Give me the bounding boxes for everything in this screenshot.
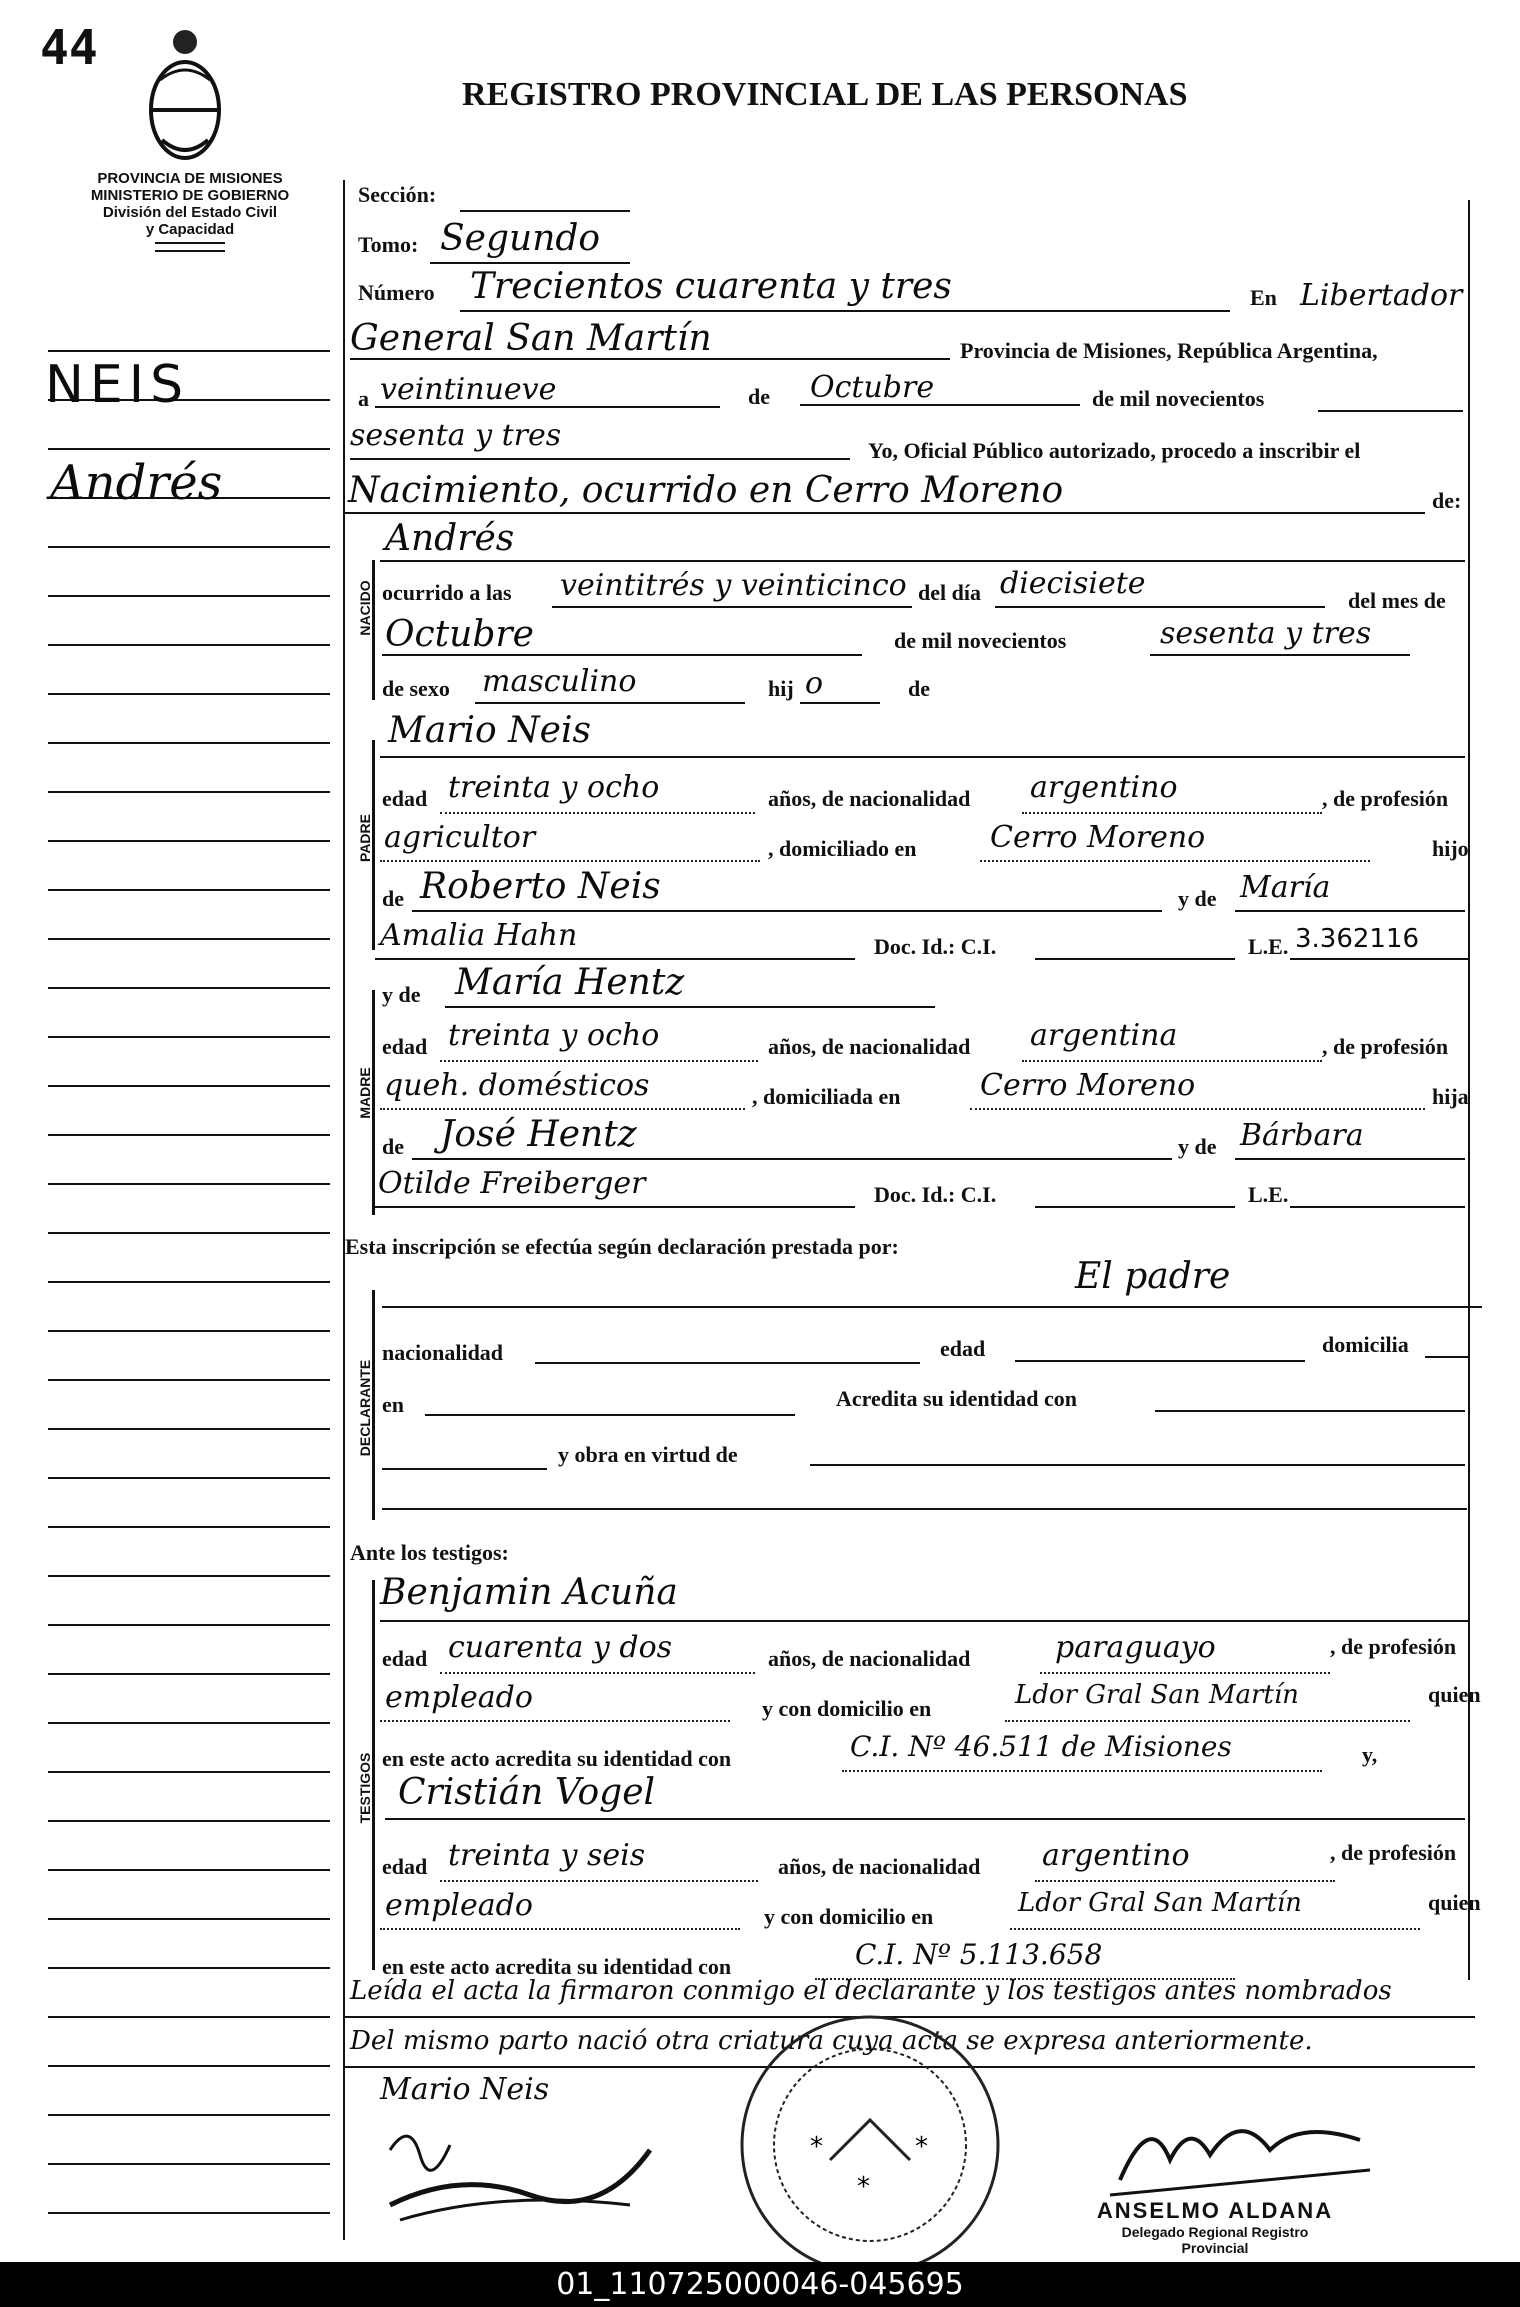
- padre-nac-label: años, de nacionalidad: [768, 786, 971, 811]
- t1-value: Benjamin Acuña: [380, 1572, 678, 1613]
- note-line-1: Leída el acta la firmaron conmigo el declarante y los testigos antes nombrados: [350, 1976, 1392, 2006]
- decl-dom-label: domicilia: [1322, 1332, 1409, 1357]
- madre-de-line: [412, 1158, 1172, 1160]
- de-label: de: [748, 384, 770, 409]
- t2-dom-label: y con domicilio en: [764, 1904, 934, 1929]
- margin-rule: [48, 1085, 330, 1087]
- nombre-line: [380, 560, 1465, 562]
- t2-quien-label: quien: [1428, 1890, 1481, 1915]
- divider: [155, 242, 225, 252]
- margin-rule: [48, 1428, 330, 1430]
- margin-rule: [48, 1820, 330, 1822]
- ante-testigos-label: Ante los testigos:: [350, 1540, 509, 1565]
- anio-value: sesenta y tres: [350, 418, 562, 453]
- madre-yde-value: Bárbara: [1240, 1118, 1364, 1153]
- madre-edad-value: treinta y ocho: [448, 1018, 660, 1053]
- coat-of-arms-icon: [140, 20, 230, 170]
- decl-edad-line: [1015, 1360, 1305, 1362]
- dia-nac-value: diecisiete: [1000, 566, 1146, 601]
- hij-value: o: [805, 666, 824, 701]
- t1-id-line: [842, 1770, 1322, 1772]
- numero-line: [460, 310, 1230, 312]
- signatures-witnesses-icon: [380, 2110, 710, 2240]
- padre-nac-value: argentino: [1030, 770, 1178, 805]
- margin-rule: [48, 840, 330, 842]
- padre-de-label: de: [382, 886, 404, 911]
- official-subtitle: Provincial: [1181, 2240, 1249, 2256]
- t1-acredita-label: en este acto acredita su identidad con: [382, 1746, 732, 1771]
- t1-nac-value: paraguayo: [1055, 1630, 1216, 1665]
- tomo-value: Segundo: [440, 218, 601, 259]
- madre-le-line: [1290, 1206, 1465, 1208]
- padre-value: Mario Neis: [388, 710, 591, 751]
- margin-rule: [48, 1673, 330, 1675]
- declarante-value: El padre: [1075, 1256, 1231, 1297]
- hij-label: hij: [768, 676, 794, 701]
- madre-value: María Hentz: [455, 962, 685, 1003]
- madre-dom-line: [970, 1108, 1425, 1110]
- t1-edad-label: edad: [382, 1646, 428, 1671]
- padre-le-line: [1290, 958, 1470, 960]
- t2-prof-label: , de profesión: [1330, 1840, 1457, 1865]
- margin-rule: [48, 1036, 330, 1038]
- margin-rule: [48, 1967, 330, 1969]
- padre-yde-label: y de: [1178, 886, 1217, 911]
- margin-rule: [48, 2016, 330, 2018]
- madre-prof-value: queh. domésticos: [384, 1068, 650, 1103]
- lugar2-line: [350, 358, 950, 360]
- issuer-line-1: PROVINCIA DE MISIONES: [97, 170, 283, 187]
- declarante-line: [382, 1306, 1482, 1308]
- left-border: [343, 180, 345, 2240]
- de-mil-label: de mil novecientos: [1092, 386, 1265, 411]
- madre-yde2-label: y de: [1178, 1134, 1217, 1159]
- issuer-line-4: y Capacidad: [145, 221, 235, 238]
- a-label: a: [358, 386, 369, 411]
- madre-le-label: L.E.: [1248, 1182, 1289, 1207]
- hora-line: [552, 606, 912, 608]
- padre-nac-line: [1022, 812, 1322, 814]
- margin-rule: [48, 2212, 330, 2214]
- margin-rule: [48, 350, 330, 352]
- margin-rule: [48, 742, 330, 744]
- margin-rule: [48, 1722, 330, 1724]
- t1-dom-value: Ldor Gral San Martín: [1015, 1680, 1299, 1710]
- testigos-label: TESTIGOS: [357, 1752, 373, 1824]
- margin-rule: [48, 1575, 330, 1577]
- margin-rule: [48, 1477, 330, 1479]
- dia-line: [375, 406, 720, 408]
- acto-line: [345, 512, 1425, 514]
- esta-inscripcion-label: Esta inscripción se efectúa según declaración prestada por:: [345, 1234, 899, 1259]
- margin-rule: [48, 938, 330, 940]
- margin-rule: [48, 889, 330, 891]
- madre-line: [445, 1006, 935, 1008]
- official-signature-icon: [1100, 2100, 1380, 2210]
- madre-yde-label: y de: [382, 982, 421, 1007]
- padre-doc-label: Doc. Id.: C.I.: [874, 934, 997, 959]
- margin-rule: [48, 1918, 330, 1920]
- padre-prof-value: agricultor: [384, 820, 536, 855]
- decl-obra-label: y obra en virtud de: [558, 1442, 738, 1467]
- decl-nac-label: nacionalidad: [382, 1340, 504, 1365]
- padre-de-line: [412, 910, 1162, 912]
- yo-oficial-label: Yo, Oficial Público autorizado, procedo a inscribir el: [868, 438, 1361, 463]
- mes-value: Octubre: [810, 370, 935, 405]
- t2-prof-line: [380, 1928, 740, 1930]
- padre-edad-label: edad: [382, 786, 428, 811]
- t2-nac-value: argentino: [1042, 1838, 1190, 1873]
- madre-doc-line: [1035, 1206, 1235, 1208]
- svg-text:*: *: [915, 2132, 928, 2162]
- margin-rule: [48, 1379, 330, 1381]
- t1-prof-line: [380, 1720, 730, 1722]
- t2-nac-label: años, de nacionalidad: [778, 1854, 981, 1879]
- padre-edad-value: treinta y ocho: [448, 770, 660, 805]
- t1-prof-label: , de profesión: [1330, 1634, 1457, 1659]
- t1-y-label: y,: [1362, 1742, 1378, 1767]
- anio-nac-value: sesenta y tres: [1160, 616, 1372, 651]
- page-title: REGISTRO PROVINCIAL DE LAS PERSONAS: [462, 76, 1188, 113]
- en-label: En: [1250, 285, 1277, 310]
- decl-acredita-label: Acredita su identidad con: [836, 1386, 1078, 1411]
- madre-prof-label: , de profesión: [1322, 1034, 1449, 1059]
- t1-edad-value: cuarenta y dos: [448, 1630, 673, 1665]
- madre-dom-label: , domiciliada en: [752, 1084, 901, 1109]
- padre-label: PADRE: [357, 814, 373, 862]
- margin-rule: [48, 1183, 330, 1185]
- margin-rule: [48, 1232, 330, 1234]
- del-dia-label: del día: [918, 580, 981, 605]
- padre-le-label: L.E.: [1248, 934, 1289, 959]
- issuer-line-3: División del Estado Civil: [102, 204, 278, 221]
- t1-nac-label: años, de nacionalidad: [768, 1646, 971, 1671]
- lugar1-value: Libertador: [1300, 278, 1463, 313]
- seccion-label: Sección:: [358, 182, 437, 207]
- madre-hija-label: hija: [1432, 1084, 1469, 1109]
- padre-yde-value: María: [1240, 870, 1331, 905]
- padre-hijo-label: hijo: [1432, 836, 1469, 861]
- de-mil2-label: de mil novecientos: [894, 628, 1067, 653]
- official-name: ANSELMO ALDANA: [1096, 2198, 1334, 2223]
- decl-obra-pre-line: [382, 1468, 547, 1470]
- margin-rule: [48, 2114, 330, 2116]
- margin-rule: [48, 1526, 330, 1528]
- t2-line: [385, 1818, 1465, 1820]
- t2-value: Cristián Vogel: [398, 1772, 656, 1813]
- ocurrido-label: ocurrido a las: [382, 580, 512, 605]
- decl-en-label: en: [382, 1392, 404, 1417]
- t2-edad-line: [440, 1880, 758, 1882]
- declarante-label: DECLARANTE: [357, 1359, 373, 1457]
- t2-acredita-label: en este acto acredita su identidad con: [382, 1954, 732, 1979]
- t2-nac-line: [1035, 1880, 1335, 1882]
- margin-rule: [48, 1134, 330, 1136]
- margin-rule: [48, 791, 330, 793]
- madre-label: MADRE: [357, 1067, 373, 1119]
- margin-rule: [48, 1281, 330, 1283]
- madre-dom-value: Cerro Moreno: [980, 1068, 1196, 1103]
- margin-rule: [48, 693, 330, 695]
- padre-dom-label: , domiciliado en: [768, 836, 917, 861]
- mes-nac-line: [382, 654, 862, 656]
- t2-dom-value: Ldor Gral San Martín: [1018, 1888, 1302, 1918]
- madre-edad-label: edad: [382, 1034, 428, 1059]
- del-mes-label: del mes de: [1348, 588, 1446, 613]
- hij-line: [800, 702, 880, 704]
- padre-prof-label: , de profesión: [1322, 786, 1449, 811]
- anio-line-end: [1318, 410, 1463, 412]
- signature-father-text: Mario Neis: [380, 2072, 550, 2107]
- t1-nac-line: [1040, 1672, 1330, 1674]
- issuer-line-2: MINISTERIO DE GOBIERNO: [90, 187, 290, 204]
- tomo-line: [430, 262, 630, 264]
- madre-doc-label: Doc. Id.: C.I.: [874, 1182, 997, 1207]
- madre-nac-label: años, de nacionalidad: [768, 1034, 971, 1059]
- official-title: Delegado Regional Registro: [1121, 2224, 1309, 2240]
- padre-madre2-value: Amalia Hahn: [380, 918, 578, 953]
- svg-text:*: *: [810, 2132, 823, 2162]
- padre-yde-line: [1235, 910, 1465, 912]
- folio-number: 44: [40, 20, 98, 76]
- margin-rule: [48, 1771, 330, 1773]
- margin-rule: [48, 2065, 330, 2067]
- sexo-line: [475, 702, 745, 704]
- decl-obra-line: [810, 1464, 1465, 1466]
- provincia-label: Provincia de Misiones, República Argentina,: [960, 338, 1378, 363]
- official-seal-icon: [735, 2010, 1005, 2280]
- t2-dom-line: [1010, 1928, 1420, 1930]
- decl-en-line: [425, 1414, 795, 1416]
- t1-dom-label: y con domicilio en: [762, 1696, 932, 1721]
- margin-rule: [48, 1869, 330, 1871]
- padre-le-value: 3.362116: [1295, 924, 1420, 954]
- t1-id-value: C.I. Nº 46.511 de Misiones: [850, 1730, 1232, 1763]
- padre-doc-line: [1035, 958, 1235, 960]
- dia-nac-line: [995, 606, 1325, 608]
- margin-surname: NEIS: [45, 355, 190, 415]
- t1-edad-line: [440, 1672, 755, 1674]
- margin-rule: [48, 1330, 330, 1332]
- margin-rule: [48, 2163, 330, 2165]
- margin-rule: [48, 595, 330, 597]
- margin-rule: [48, 644, 330, 646]
- official-block: [1045, 2198, 1385, 2256]
- padre-line: [380, 756, 1465, 758]
- svg-text:*: *: [857, 2172, 870, 2202]
- decl-acredita-line: [1155, 1410, 1465, 1412]
- madre-madre2-line: [375, 1206, 855, 1208]
- margin-rule: [48, 546, 330, 548]
- numero-value: Trecientos cuarenta y tres: [470, 266, 952, 307]
- anio-line: [350, 458, 850, 460]
- padre-dom-line: [980, 860, 1370, 862]
- madre-prof-line: [380, 1108, 745, 1110]
- nombre-value: Andrés: [385, 518, 515, 559]
- padre-de-value: Roberto Neis: [420, 866, 661, 907]
- madre-madre2-value: Otilde Freiberger: [378, 1166, 646, 1201]
- t1-quien-label: quien: [1428, 1682, 1481, 1707]
- madre-nac-line: [1022, 1060, 1322, 1062]
- padre-dom-value: Cerro Moreno: [990, 820, 1206, 855]
- madre-de-label: de: [382, 1134, 404, 1159]
- t1-prof-value: empleado: [385, 1680, 533, 1715]
- decl-extra-line: [382, 1508, 1467, 1510]
- sexo-value: masculino: [482, 664, 637, 699]
- note-line-2: Del mismo parto nació otra criatura cuya acta se expresa anteriormente.: [350, 2026, 1313, 2056]
- seccion-line: [460, 210, 630, 212]
- image-id-footer: 01_110725000046-045695: [0, 2262, 1520, 2307]
- margin-rule: [48, 987, 330, 989]
- numero-label: Número: [358, 280, 435, 305]
- decl-dom-line: [1425, 1356, 1470, 1358]
- de-colon-label: de:: [1432, 488, 1462, 513]
- madre-yde-line: [1235, 1158, 1465, 1160]
- padre-prof-line: [380, 860, 760, 862]
- t2-edad-label: edad: [382, 1854, 428, 1879]
- t1-dom-line: [1005, 1720, 1410, 1722]
- mes-nac-value: Octubre: [385, 614, 534, 655]
- madre-de-value: José Hentz: [440, 1114, 637, 1155]
- t2-id-value: C.I. Nº 5.113.658: [855, 1938, 1103, 1971]
- t1-line: [380, 1620, 1470, 1622]
- margin-given-name: Andrés: [50, 455, 223, 511]
- issuer-block: [50, 170, 330, 252]
- sexo-label: de sexo: [382, 676, 450, 701]
- padre-edad-line: [440, 812, 755, 814]
- decl-edad-label: edad: [940, 1336, 986, 1361]
- mes-line: [800, 404, 1080, 406]
- acto-value: Nacimiento, ocurrido en Cerro Moreno: [348, 470, 1064, 511]
- madre-nac-value: argentina: [1030, 1018, 1178, 1053]
- nacido-label: NACIDO: [357, 580, 373, 636]
- padre-madre2-line: [375, 958, 855, 960]
- anio-nac-line: [1150, 654, 1410, 656]
- t2-edad-value: treinta y seis: [448, 1838, 646, 1873]
- madre-edad-line: [440, 1060, 758, 1062]
- margin-rule: [48, 1624, 330, 1626]
- dia-value: veintinueve: [380, 372, 557, 407]
- lugar2-value: General San Martín: [350, 318, 712, 359]
- margin-rule: [48, 448, 330, 450]
- tomo-label: Tomo:: [358, 232, 419, 257]
- t2-prof-value: empleado: [385, 1888, 533, 1923]
- decl-nac-line: [535, 1362, 920, 1364]
- hora-value: veintitrés y veinticinco: [560, 568, 907, 603]
- de-hij-label: de: [908, 676, 930, 701]
